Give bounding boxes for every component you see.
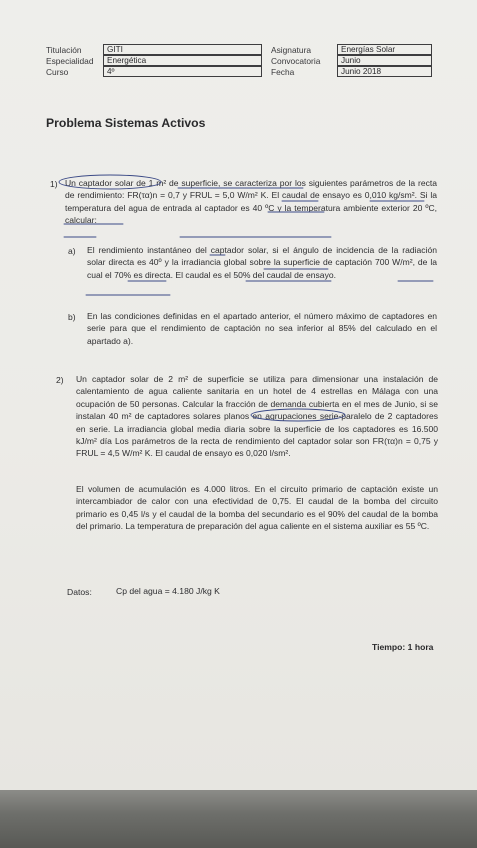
fecha-value: Junio 2018: [337, 66, 432, 77]
fecha-label: Fecha: [271, 67, 295, 77]
asignatura-label: Asignatura: [271, 45, 312, 55]
problem-1b-text: En las condiciones definidas en el apartado anterior, el número máximo de captadores en serie para que el rendimiento de captación no sea inferior al 85% del calculado en el apartado a).: [87, 311, 437, 346]
problem-2-number: 2): [56, 375, 64, 385]
problem-1b-label: b): [68, 312, 76, 322]
time-allowed: Tiempo: 1 hora: [372, 642, 434, 652]
curso-label: Curso: [46, 67, 69, 77]
especialidad-value: Energética: [103, 55, 262, 66]
asignatura-value: Energías Solar: [337, 44, 432, 55]
page-title: Problema Sistemas Activos: [46, 116, 206, 130]
problem-1a-text: El rendimiento instantáneo del captador solar, si el ángulo de incidencia de la radiación solar directa es 40º y la irradiancia global sobre la superficie de captación 700 W/m², de la cual el 70% es directa. El caudal es el 50% del caudal de ensayo.: [87, 245, 437, 280]
problem-2-text: Un captador solar de 2 m² de superficie se utiliza para dimensionar una instalación de calentamiento de agua caliente sanitaria en un hotel de 4 estrellas en Málaga con una ocupación de 50 personas. Calcular la fracción de demanda cubierta en el mes de Junio, si se instalan 40 m² de captadores solares planos en agrupaciones serie-paralelo de 2 captadores en serie. La irradiancia global media diaria sobre la superficie de los captadores es 16.500 kJ/m² día Los parámetros de la recta de rendimiento del captador solar son FR(τα)n = 0,75 y FRUL = 4,5 W/m² K. El caudal de ensayo es 0,020 l/sm².: [76, 374, 438, 459]
problem-1a-label: a): [68, 246, 76, 256]
convocatoria-label: Convocatoria: [271, 56, 321, 66]
datos-label: Datos:: [67, 587, 92, 597]
scan-background: [0, 790, 477, 848]
especialidad-label: Especialidad: [46, 56, 94, 66]
problem-2-text-2: El volumen de acumulación es 4.000 litros. En el circuito primario de captación existe un intercambiador de calor con una efectividad de 0,75. El caudal de la bomba del circuito primario es 0,45 l/s y el caudal de la bomba del secundario es el 90% del caudal de la bomba del primario. La temperatura de preparación del agua caliente en el sistema auxiliar es 55 ºC.: [76, 484, 438, 532]
datos-value: Cp del agua = 4.180 J/kg K: [116, 586, 220, 596]
titulacion-label: Titulación: [46, 45, 82, 55]
problem-1-text: Un captador solar de 1 m² de superficie, se caracteriza por los siguientes parámetros de la recta de rendimiento: FR(τα)n = 0,7 y FRUL = 5,0 W/m² K. El caudal de ensayo es 0,010 kg/sm². Si la temperatura del agua de entrada al captador es 40 ºC y la temperatura ambiente exterior 20 ºC, calcular:: [65, 178, 437, 226]
curso-value: 4º: [103, 66, 262, 77]
titulacion-value: GITI: [103, 44, 262, 55]
convocatoria-value: Junio: [337, 55, 432, 66]
problem-1-number: 1): [50, 179, 58, 189]
